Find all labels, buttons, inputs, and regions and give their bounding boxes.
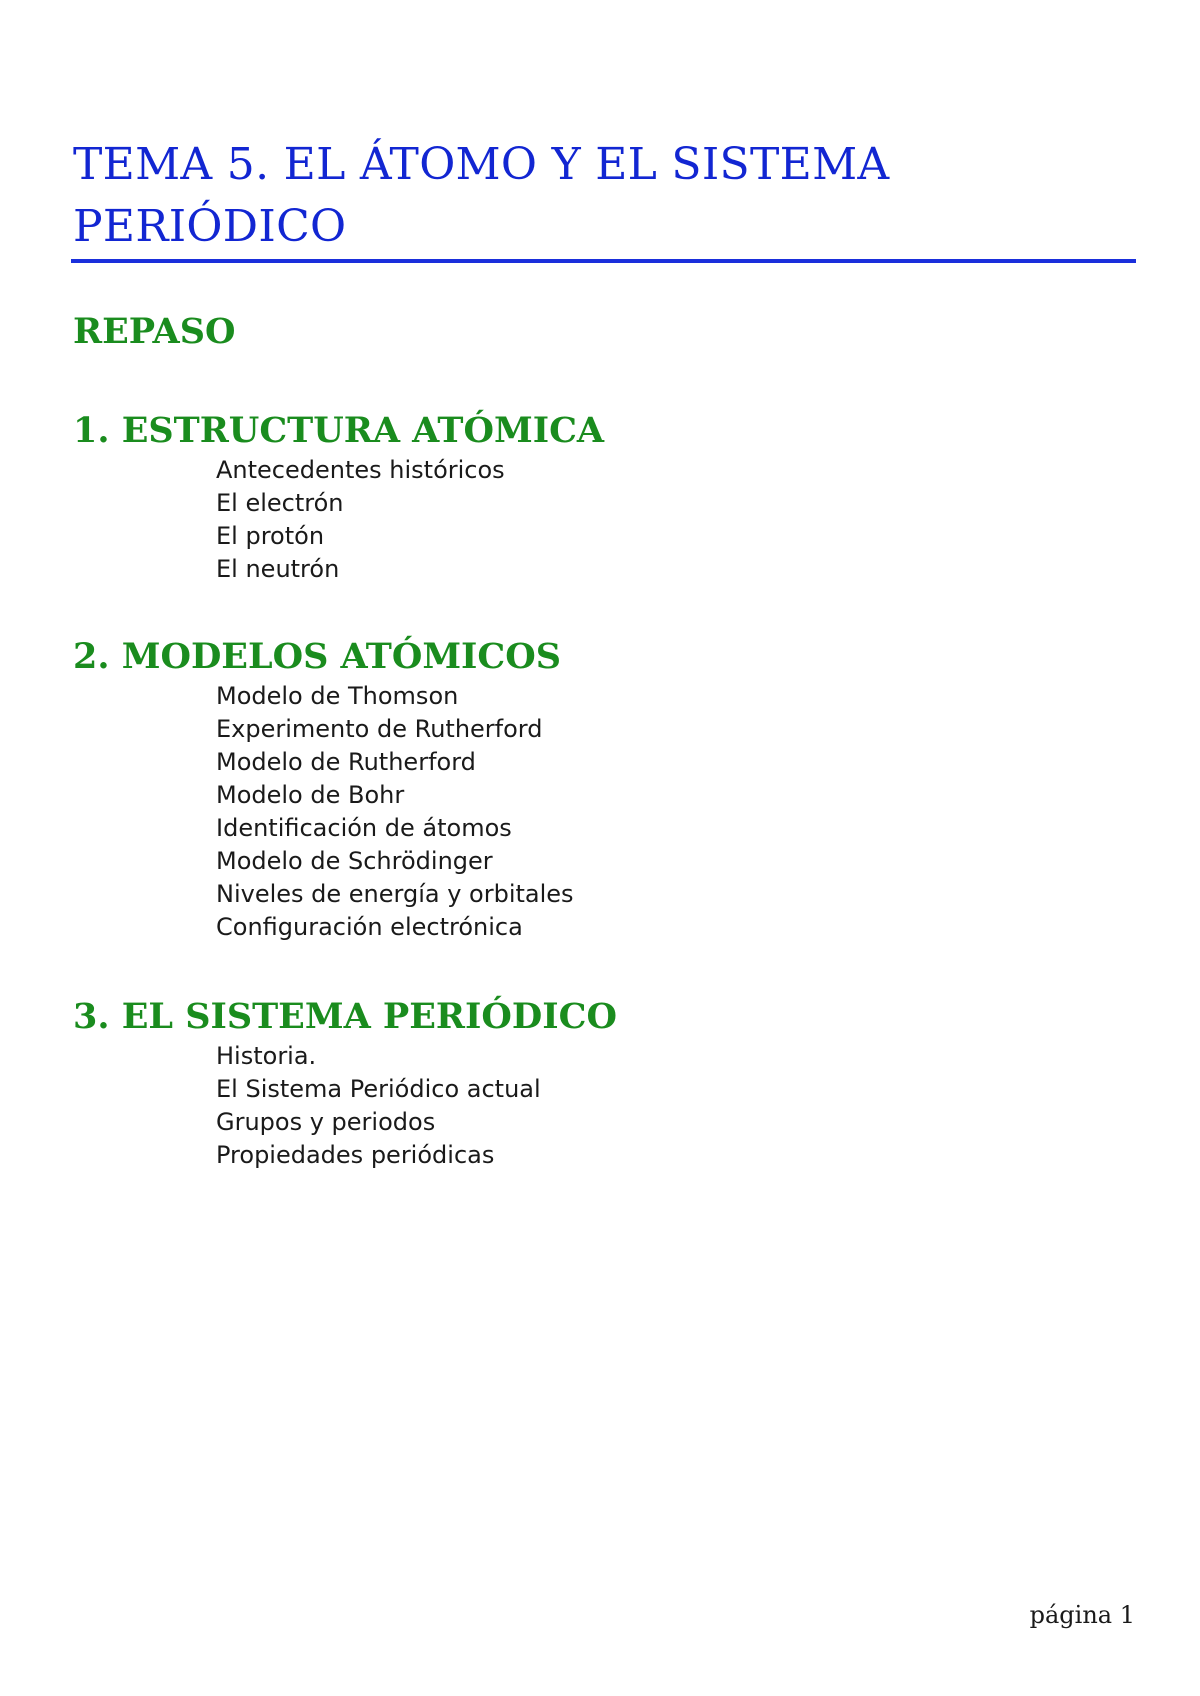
topic-item: Propiedades periódicas (216, 1141, 495, 1169)
topic-item: Modelo de Schrödinger (216, 847, 493, 875)
modelos-atomicos-topic-list (216, 680, 574, 944)
document-title-line-2: PERIÓDICO (73, 201, 347, 252)
topic-item: Niveles de energía y orbitales (216, 880, 574, 908)
topic-item: El neutrón (216, 555, 340, 583)
topic-item: El protón (216, 522, 325, 550)
topic-item: El Sistema Periódico actual (216, 1075, 541, 1103)
document-title-line-1: TEMA 5. EL ÁTOMO Y EL SISTEMA (73, 139, 890, 190)
section-heading-modelos-atomicos: 2. MODELOS ATÓMICOS (73, 636, 562, 677)
estructura-atomica-topic-list (216, 454, 505, 586)
topic-item: Identificación de átomos (216, 814, 512, 842)
topic-item: Modelo de Thomson (216, 682, 459, 710)
page-number-footer: página 1 (1029, 1601, 1135, 1629)
title-underline-rule (71, 259, 1136, 263)
section-heading-estructura-atomica: 1. ESTRUCTURA ATÓMICA (73, 410, 605, 451)
topic-item: Antecedentes históricos (216, 456, 505, 484)
topic-item: Modelo de Bohr (216, 781, 405, 809)
topic-item: Configuración electrónica (216, 913, 523, 941)
repaso-heading: REPASO (73, 311, 236, 352)
topic-item: Experimento de Rutherford (216, 715, 543, 743)
document-title (73, 134, 1133, 258)
sistema-periodico-topic-list (216, 1040, 541, 1172)
topic-item: Historia. (216, 1042, 317, 1070)
topic-item: Grupos y periodos (216, 1108, 436, 1136)
section-heading-sistema-periodico: 3. EL SISTEMA PERIÓDICO (73, 996, 617, 1037)
topic-item: El electrón (216, 489, 344, 517)
topic-item: Modelo de Rutherford (216, 748, 476, 776)
